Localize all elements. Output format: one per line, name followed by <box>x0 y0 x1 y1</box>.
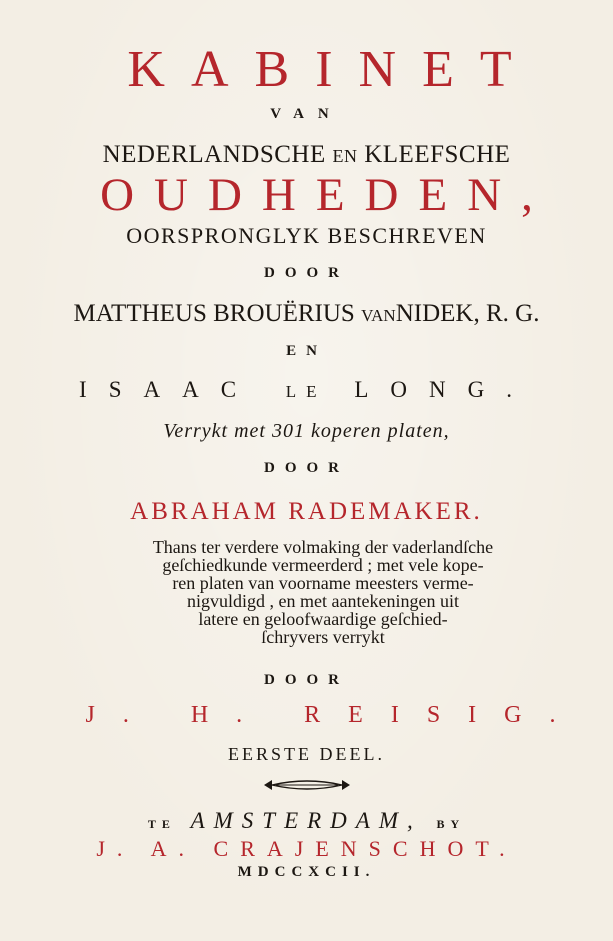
description-line: ren platen van voorname meesters verme- <box>172 573 474 593</box>
ornament-rule-icon <box>262 778 352 792</box>
illustrator-name: ABRAHAM RADEMAKER. <box>130 498 483 525</box>
subject-line <box>0 141 613 169</box>
door-line-2: DOOR <box>264 460 349 476</box>
description-line: ſchryvers verrykt <box>261 627 385 647</box>
publisher-name: J. A. CRAJENSCHOT. <box>96 836 517 861</box>
description-line: Thans ter verdere volmaking der vaderlandſche <box>152 537 494 557</box>
author2-line <box>0 377 613 403</box>
subject-part1: NEDERLANDSCHE <box>102 141 326 168</box>
door-line-1: DOOR <box>264 265 349 281</box>
author1-line <box>0 300 613 328</box>
place-city: AMSTERDAM, <box>190 808 422 833</box>
door-line-3: DOOR <box>264 672 349 688</box>
place-by: BY <box>436 817 466 831</box>
volume-line: EERSTE DEEL. <box>228 744 385 764</box>
editor-name: J. H. REISIG. <box>85 702 584 728</box>
author2-le: LE <box>285 382 327 401</box>
description-line: nigvuldigd , en met aantekeningen uit <box>187 591 459 611</box>
van-line: VAN <box>270 106 343 122</box>
place-te: TE <box>147 817 176 831</box>
subject-part2: KLEEFSCHE <box>364 141 511 168</box>
place-line <box>0 808 613 834</box>
plates-note: Verrykt met 301 koperen platen, <box>163 420 450 442</box>
description-line: latere en geloofwaardige geſchied- <box>198 609 448 629</box>
author2-isaac: ISAAC <box>79 377 259 402</box>
subject-en: EN <box>332 146 358 166</box>
author1-name: MATTHEUS BROUËRIUS <box>73 300 355 327</box>
book-title-2: OUDHEDEN, <box>100 169 553 221</box>
year-line: MDCCXCII. <box>237 864 376 880</box>
author1-rest: NIDEK, R. G. <box>395 300 540 327</box>
author1-van: VAN <box>361 306 396 325</box>
description-block <box>108 538 538 646</box>
description-line: geſchiedkunde vermeerderd ; met vele kope- <box>162 555 484 575</box>
author2-long: LONG. <box>354 377 534 402</box>
described-line: OORSPRONGLYK BESCHREVEN <box>126 223 487 248</box>
en-line: EN <box>286 343 327 359</box>
book-title: KABINET <box>127 41 538 98</box>
